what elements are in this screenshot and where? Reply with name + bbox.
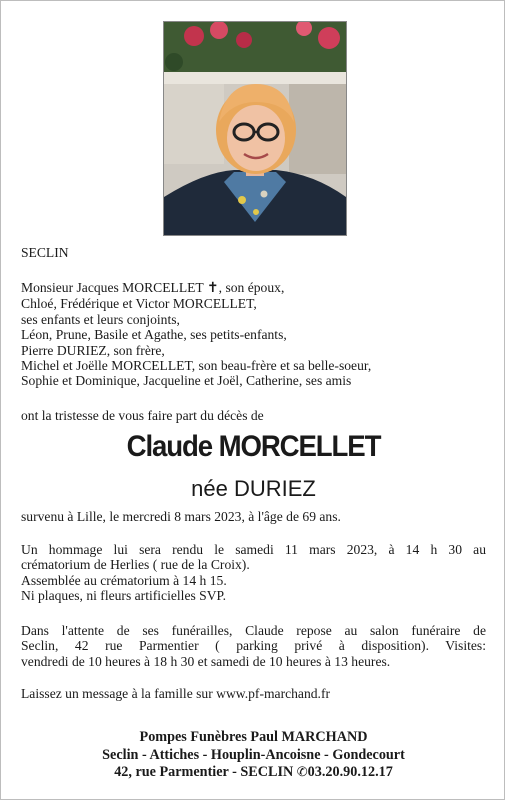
intro-line xyxy=(21,408,486,423)
family-spouse-name: Monsieur Jacques MORCELLET xyxy=(21,280,204,295)
family-spouse-relation: , son époux, xyxy=(218,280,285,295)
wake-line: Seclin, 42 rue Parmentier ( parking privé à disposition). Visites: xyxy=(21,638,486,654)
family-line: Léon, Prune, Basile et Agathe, ses petits-enfants, xyxy=(21,327,287,343)
family-line xyxy=(21,280,486,296)
death-notice-text: survenu à Lille, le mercredi 8 mars 2023, à l'âge de 69 ans. xyxy=(21,509,341,524)
ceremony-details xyxy=(21,542,486,604)
wake-line: Dans l'attente de ses funérailles, Claude repose au salon funéraire de xyxy=(21,623,486,638)
ceremony-line: Assemblée au crématorium à 14 h 15. xyxy=(21,572,227,588)
cross-icon: ✝ xyxy=(206,280,219,296)
phone-icon: ✆ xyxy=(296,765,308,780)
ceremony-line: Un hommage lui sera rendu le samedi 11 mars 2023, à 14 h 30 au xyxy=(21,542,486,557)
intro-text: ont la tristesse de vous faire part du décès de xyxy=(21,408,264,423)
funeral-home-contact xyxy=(1,764,505,782)
family-line: ses enfants et leurs conjoints, xyxy=(21,311,180,327)
wake-line: vendredi de 10 heures à 18 h 30 et samedi de 10 heures à 13 heures. xyxy=(21,653,391,669)
funeral-home-phone: 03.20.90.12.17 xyxy=(307,764,393,780)
death-notice xyxy=(21,509,486,524)
wake-details xyxy=(21,623,486,669)
ceremony-line: Ni plaques, ni fleurs artificielles SVP. xyxy=(21,588,227,604)
family-line: Chloé, Frédérique et Victor MORCELLET, xyxy=(21,296,257,312)
portrait-image xyxy=(164,22,346,235)
maiden-name: née DURIEZ xyxy=(191,476,316,501)
town-name: SECLIN xyxy=(21,245,69,260)
family-line: Michel et Joëlle MORCELLET, son beau-frère et sa belle-soeur, xyxy=(21,358,372,374)
message-line xyxy=(21,686,486,701)
portrait-photo xyxy=(163,21,347,236)
town-line xyxy=(21,245,486,260)
funeral-home-name: Pompes Funèbres Paul MARCHAND xyxy=(139,729,368,745)
ceremony-line: crématorium de Herlies ( rue de la Croix). xyxy=(21,557,250,573)
message-text: Laissez un message à la famille sur www.pf-marchand.fr xyxy=(21,686,331,701)
family-line: Sophie et Dominique, Jacqueline et Joël, Catherine, ses amis xyxy=(21,373,352,389)
family-line: Pierre DURIEZ, son frère, xyxy=(21,342,165,358)
funeral-home-footer xyxy=(1,729,505,782)
family-list xyxy=(21,280,486,389)
deceased-name: Claude MORCELLET xyxy=(126,430,381,463)
funeral-home-locations: Seclin - Attiches - Houplin-Ancoisne - Gondecourt xyxy=(102,746,405,763)
funeral-home-address: 42, rue Parmentier - SECLIN xyxy=(114,764,294,780)
